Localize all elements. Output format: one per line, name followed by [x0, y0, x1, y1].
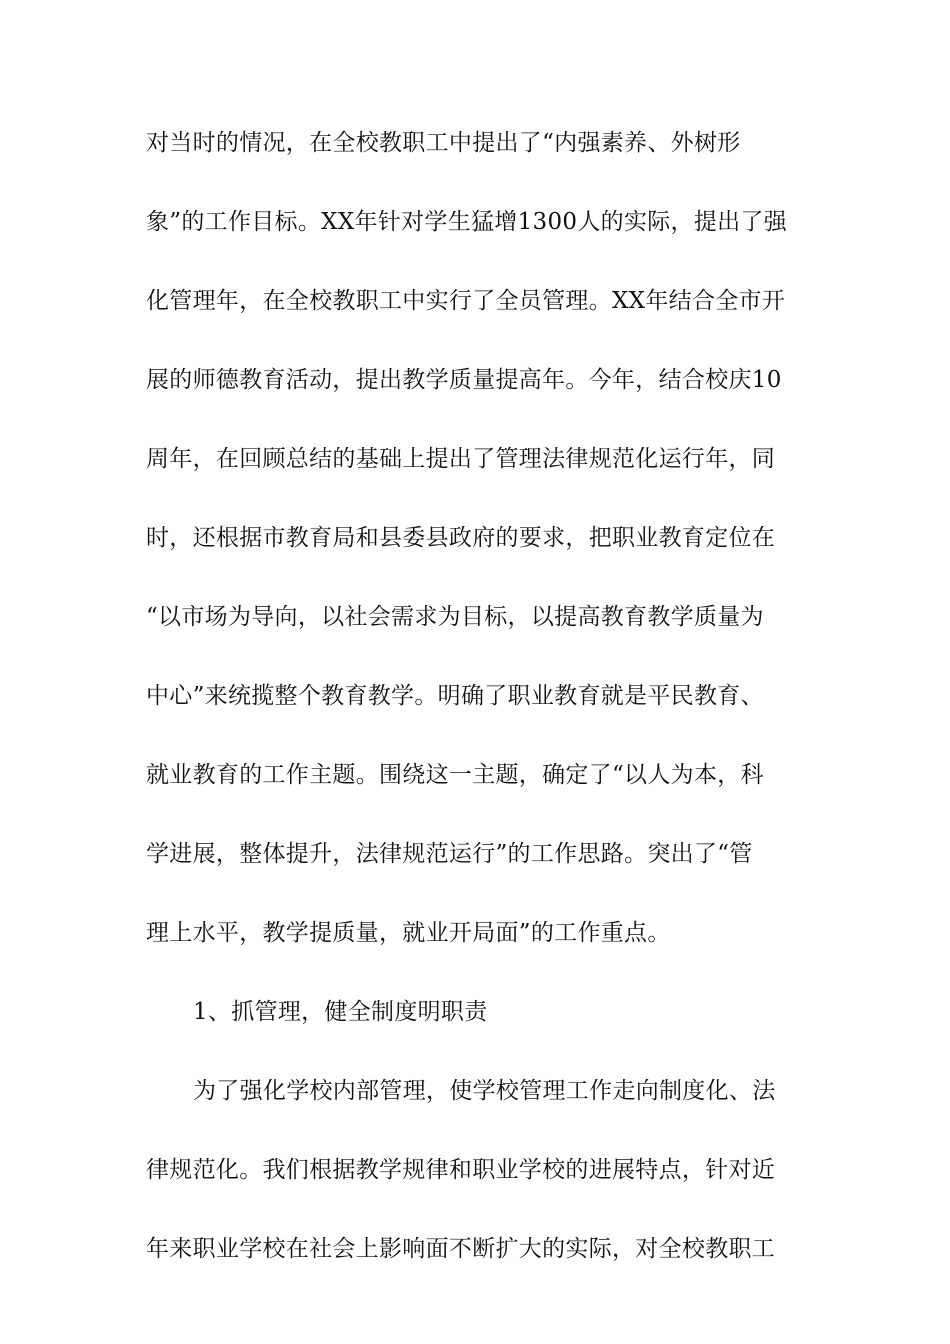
text-line: 中心”来统揽整个教育教学。明确了职业教育就是平民教育、: [146, 683, 764, 709]
text-line: “以市场为导向，以社会需求为目标，以提高教育教学质量为: [146, 604, 764, 630]
document-body: [146, 128, 816, 1313]
text-line: 年来职业学校在社会上影响面不断扩大的实际，对全校教职工: [146, 1236, 776, 1262]
text-line: 学进展，整体提升，法律规范运行”的工作思路。突出了“管: [146, 841, 753, 867]
text-line: 时，还根据市教育局和县委县政府的要求，把职业教育定位在: [146, 525, 776, 551]
text-line: 对当时的情况，在全校教职工中提出了“内强素养、外树形: [146, 130, 741, 156]
text-line: 周年，在回顾总结的基础上提出了管理法律规范化运行年，同: [146, 446, 776, 472]
paragraph-first-line: 为了强化学校内部管理，使学校管理工作走向制度化、法: [193, 1078, 776, 1104]
text-line: 就业教育的工作主题。围绕这一主题，确定了“以人为本，科: [146, 762, 764, 788]
section-heading: 1、抓管理，健全制度明职责: [193, 999, 488, 1025]
text-line: 理上水平，教学提质量，就业开局面”的工作重点。: [146, 920, 671, 946]
text-line: 化管理年，在全校教职工中实行了全员管理。XX年结合全市开: [146, 288, 786, 314]
text-line: 律规范化。我们根据教学规律和职业学校的进展特点，针对近: [146, 1157, 776, 1183]
text-line: 展的师德教育活动，提出教学质量提高年。今年，结合校庆10: [146, 367, 782, 393]
text-line: 象”的工作目标。XX年针对学生猛增1300人的实际，提出了强: [146, 209, 788, 235]
